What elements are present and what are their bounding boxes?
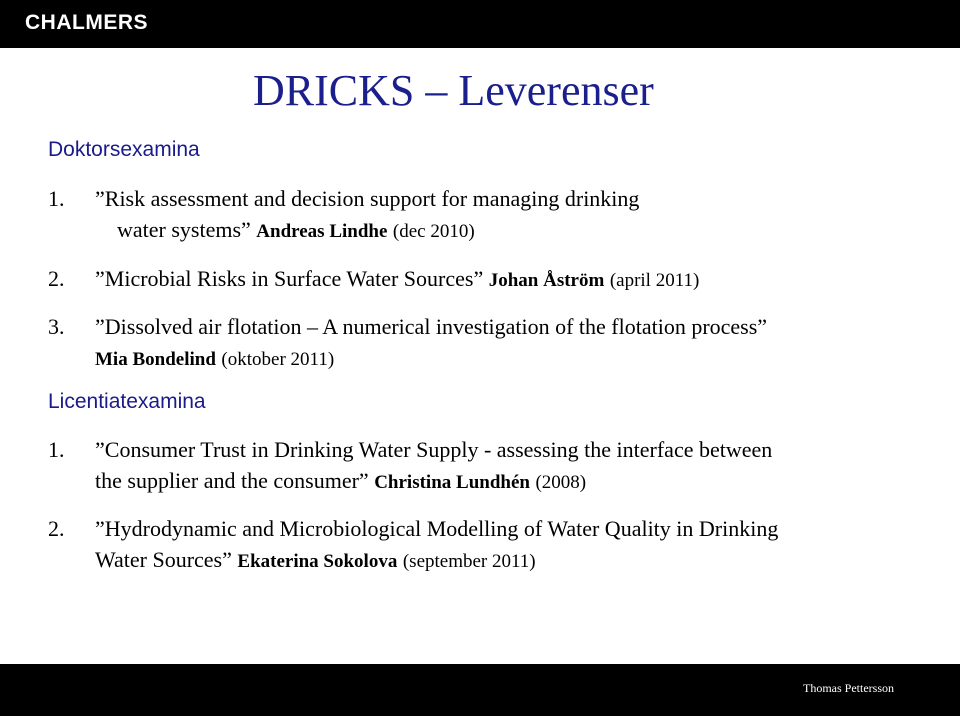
list-item	[48, 434, 772, 498]
item-title-cont: water systems”	[117, 217, 251, 242]
list-item	[48, 263, 699, 296]
item-title: ”Consumer Trust in Drinking Water Supply - assessing the interface between	[95, 437, 773, 462]
item-number: 3.	[48, 314, 65, 339]
list-item	[48, 183, 639, 247]
item-title: ”Dissolved air flotation – A numerical investigation of the flotation process”	[95, 314, 768, 339]
footer-bar	[0, 664, 960, 716]
item-number: 1.	[48, 437, 65, 462]
item-number: 1.	[48, 186, 65, 211]
slide-title: DRICKS – Leverenser	[253, 66, 654, 115]
item-date: (april 2011)	[609, 270, 700, 291]
item-title-cont: the supplier and the consumer”	[95, 468, 369, 493]
section-heading-doctoral: Doktorsexamina	[48, 138, 200, 161]
chalmers-logo: CHALMERS	[25, 11, 148, 34]
header-bar	[0, 0, 960, 48]
item-title: ”Risk assessment and decision support for managing drinking	[95, 186, 640, 211]
item-date: (2008)	[535, 472, 587, 493]
item-author: Johan Åström	[488, 270, 605, 291]
item-author: Mia Bondelind	[95, 349, 216, 370]
item-title: ”Hydrodynamic and Microbiological Modelling of Water Quality in Drinking	[95, 516, 779, 541]
item-number: 2.	[48, 516, 65, 541]
footer-author: Thomas Pettersson	[803, 681, 894, 695]
item-author: Christina Lundhén	[374, 472, 530, 493]
item-title-cont: Water Sources”	[95, 547, 232, 572]
item-date: (september 2011)	[402, 551, 536, 572]
list-item	[48, 311, 767, 375]
item-author: Ekaterina Sokolova	[237, 551, 398, 572]
list-item	[48, 513, 778, 577]
item-date: (oktober 2011)	[221, 349, 335, 370]
item-date: (dec 2010)	[392, 221, 475, 242]
item-number: 2.	[48, 266, 65, 291]
section-heading-licentiate: Licentiatexamina	[48, 390, 206, 413]
item-title: ”Microbial Risks in Surface Water Sources”	[95, 266, 484, 291]
item-author: Andreas Lindhe	[256, 221, 388, 242]
